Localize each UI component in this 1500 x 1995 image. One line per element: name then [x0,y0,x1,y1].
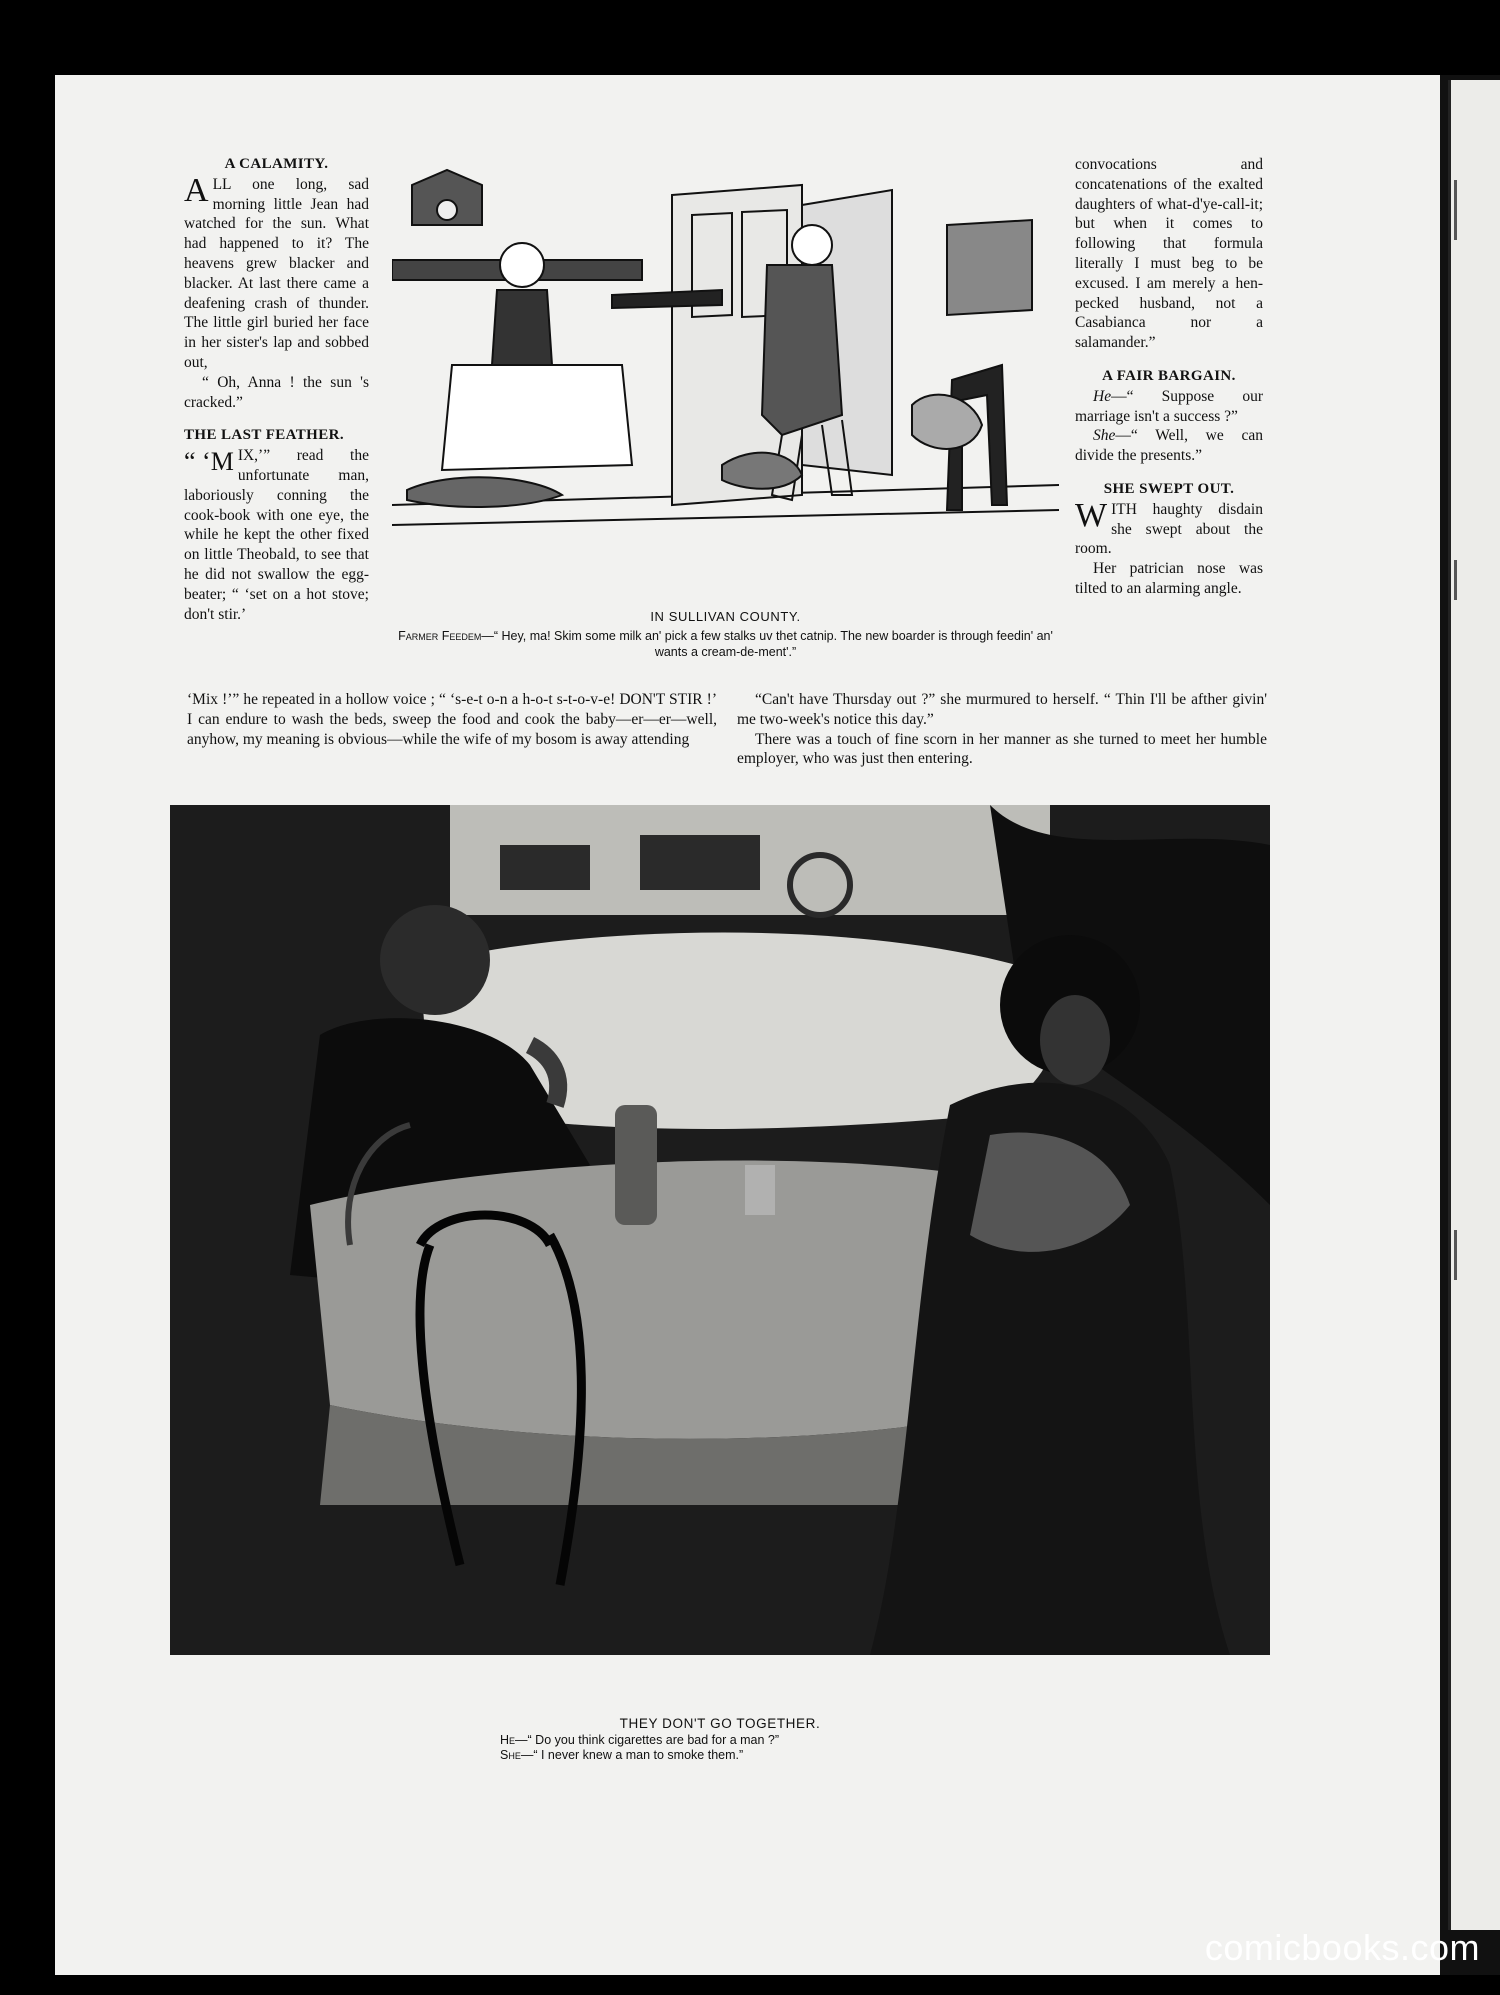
fair-bargain-he: He—“ Suppose our marriage isn't a success ?” [1075,387,1263,425]
swept-out-cont2: There was a touch of fine scorn in her manner as she turned to meet her humble employer, who was just then entering. [737,730,1267,768]
binding-stitch [1454,1230,1457,1280]
binding-stitch [1454,560,1457,600]
swept-out-body2: Her patrician nose was tilted to an alarming angle. [1075,560,1263,597]
last-feather-heading: THE LAST FEATHER. [184,427,345,444]
plate-illustration [170,805,1270,1655]
cartoon-caption-title: IN SULLIVAN COUNTY. [650,609,801,624]
binding-stitch [1454,180,1457,240]
calamity-heading: A CALAMITY. [224,156,329,172]
last-feather-body: “ ‘M IX,’” read the unfortunate man, laboriously conning the cook-book with one eye, the while he kept the other fixed on little Theobald, to see that he did not swallow the egg-beater; “ ‘set on a hot stove; don't stir.’ [184,447,369,623]
last-feather-continued-left: ‘Mix !’” he repeated in a hollow voice ; “ ‘s-e-t o-n a h-o-t s-t-o-v-e! DON'T STIR !’ I can endure to wash the beds, sweep the food and cook the baby—er—er—well, anyhow, my meaning is obvious—while the wife of my bosom is away attending [187,691,717,748]
swept-out-cont1: “Can't have Thursday out ?” she murmured to herself. “ Thin I'll be afther givin' me two-week's notice this day.” [737,691,1267,728]
cartoon-speaker: Farmer Feedem [398,629,482,643]
drop-cap: “ ‘M [184,447,234,477]
swept-out-body: WITH haughty disdain she swept about the room. [1075,496,1263,558]
drop-cap: A [184,171,209,209]
cartoon-drawing [392,165,1059,570]
right-column [1075,155,1263,599]
calamity-body: ALL one long, sad morning little Jean had watched for the sun. What had happened to it? The heavens grew blacker and blacker. At last there came a deafening crash of thunder. The little girl buried her face in her sister's lap and sobbed out, [184,171,369,371]
continuation-left [187,690,717,749]
cartoon-caption-text: Farmer Feedem—“ Hey, ma! Skim some milk an' pick a few stalks uv thet catnip. The new boarder is through feedin' an' wants a cream-de-ment'.” [398,629,1053,659]
fair-bargain-heading: A FAIR BARGAIN. [1102,367,1236,384]
plate-caption-title: THEY DON'T GO TOGETHER. [619,1716,821,1731]
last-feather-continued-right: convocations and concatenations of the exalted daughters of what-d'ye-call-it; but when it comes to following that formula literally I must beg to be excused. I am merely a hen-pecked husband, not a Casabianca nor a salamander.” [1075,156,1263,352]
calamity-quote: “ Oh, Anna ! the sun 's cracked.” [184,373,369,411]
plate-drawing [170,805,1270,1655]
adjacent-page-edge [1448,80,1500,1930]
plate-caption-she: She—“ I never knew a man to smoke them.” [500,1748,744,1762]
swept-out-heading: SHE SWEPT OUT. [1103,480,1235,497]
drop-cap: W [1075,496,1108,534]
watermark: comicbooks.com [1204,1927,1480,1968]
left-column [184,155,369,624]
cartoon-illustration [392,165,1059,570]
plate-caption-text [500,1733,1100,1763]
fair-bargain-she: She—“ Well, we can divide the presents.” [1075,427,1263,465]
continuation-right [737,690,1267,769]
plate-caption-he: He—“ Do you think cigarettes are bad for a man ?” [500,1733,780,1747]
